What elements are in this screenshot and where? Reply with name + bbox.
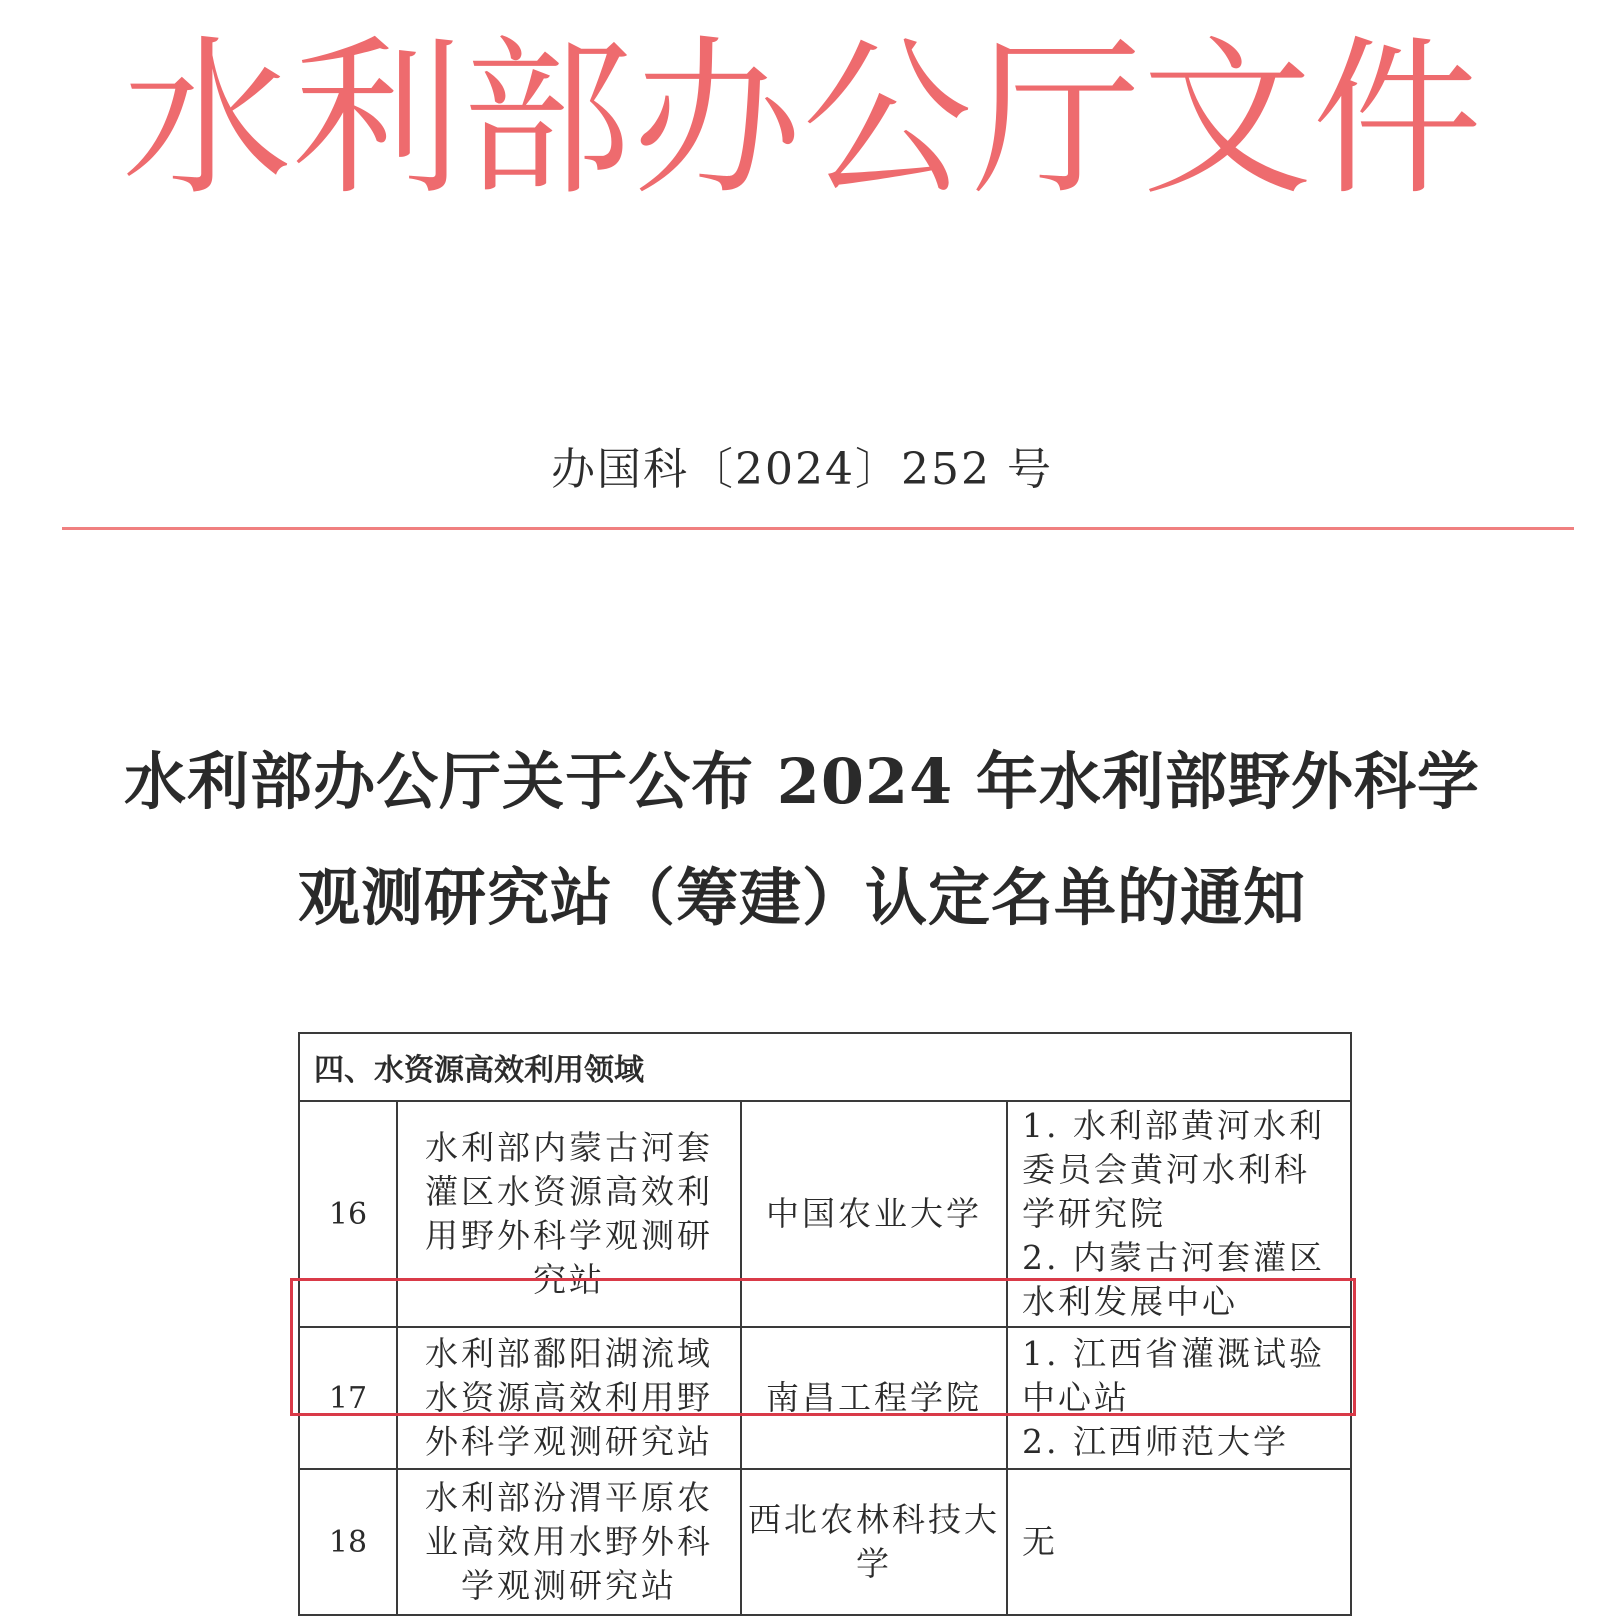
notice-title-line-2: 观测研究站（筹建）认定名单的通知 — [297, 861, 1306, 934]
co-unit-item: 1. 水利部黄河水利委员会黄河水利科学研究院 — [1022, 1106, 1325, 1233]
co-unit-item: 无 — [1022, 1522, 1058, 1561]
co-units — [1007, 1469, 1351, 1615]
red-divider-line — [62, 527, 1574, 530]
co-unit-item: 2. 内蒙古河套灌区水利发展中心 — [1022, 1238, 1325, 1321]
table-row — [299, 1327, 1351, 1469]
row-number: 16 — [299, 1101, 397, 1327]
notice-title-line-1: 水利部办公厅关于公布 2024 年水利部野外科学 — [124, 745, 1480, 818]
section-heading: 四、水资源高效利用领域 — [299, 1033, 1351, 1101]
co-units — [1007, 1327, 1351, 1469]
lead-unit: 西北农林科技大学 — [741, 1469, 1007, 1615]
table-row — [299, 1101, 1351, 1327]
lead-unit: 中国农业大学 — [741, 1101, 1007, 1327]
co-units — [1007, 1101, 1351, 1327]
co-unit-item: 2. 江西师范大学 — [1022, 1422, 1289, 1461]
station-name: 水利部鄱阳湖流域水资源高效利用野外科学观测研究站 — [397, 1327, 741, 1469]
lead-unit: 南昌工程学院 — [741, 1327, 1007, 1469]
document-number: 办国科〔2024〕252 号 — [551, 444, 1053, 495]
co-unit-item: 1. 江西省灌溉试验中心站 — [1022, 1334, 1325, 1417]
stations-table — [298, 1032, 1352, 1616]
masthead-title: 水利部办公厅文件 — [121, 21, 1482, 219]
row-number: 17 — [299, 1327, 397, 1469]
station-name: 水利部内蒙古河套灌区水资源高效利用野外科学观测研究站 — [397, 1101, 741, 1327]
table-row — [299, 1469, 1351, 1615]
section-row — [299, 1033, 1351, 1101]
station-name: 水利部汾渭平原农业高效用水野外科学观测研究站 — [397, 1469, 741, 1615]
row-number: 18 — [299, 1469, 397, 1615]
